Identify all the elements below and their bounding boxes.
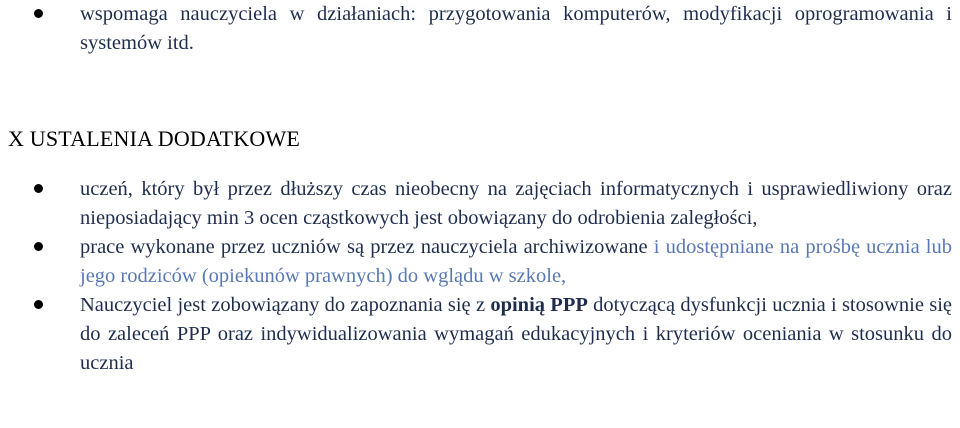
bullet-list-top — [0, 0, 960, 58]
list-item — [0, 175, 960, 233]
bullet-dot-icon — [34, 242, 43, 251]
list-item — [0, 291, 960, 378]
bullet-dot-icon — [34, 9, 43, 18]
list-item-text — [80, 175, 952, 233]
bullet-dot-icon — [34, 300, 43, 309]
list-item-text-part: uczeń, który był przez dłuższy czas nieobecny na zajęciach informatycznych i usprawiedliwiony oraz nieposiadający min 3 ocen cząstkowych jest obowiązany do odrobienia zaległości, — [80, 178, 952, 229]
list-item-text-part: dotyczącą dysfunkcji ucznia i stosownie się do zaleceń PPP oraz indywidualizowania wymagań edukacyjnych i kryteriów oceniania w stosunku do ucznia — [80, 294, 952, 374]
list-item-text: wspomaga nauczyciela w działaniach: przygotowania komputerów, modyfikacji oprogramowania i systemów itd. — [80, 3, 952, 54]
bullet-list-main — [0, 175, 960, 378]
bold-phrase: opinią PPP — [490, 294, 588, 316]
bullet-dot-icon — [34, 184, 43, 193]
list-item-text-part: Nauczyciel jest zobowiązany do zapoznania się z — [80, 294, 491, 316]
list-item — [0, 0, 960, 58]
section-heading: X USTALENIA DODATKOWE — [8, 126, 301, 151]
list-item-text — [80, 291, 952, 378]
list-item-text-part: i udostępniane na prośbę ucznia lub jego rodziców (opiekunów prawnych) do wglądu w szkole, — [80, 236, 952, 287]
list-item-text-part: prace wykonane przez uczniów są przez nauczyciela archiwizowane — [80, 236, 648, 258]
list-item-text — [80, 233, 952, 291]
list-item — [0, 233, 960, 291]
